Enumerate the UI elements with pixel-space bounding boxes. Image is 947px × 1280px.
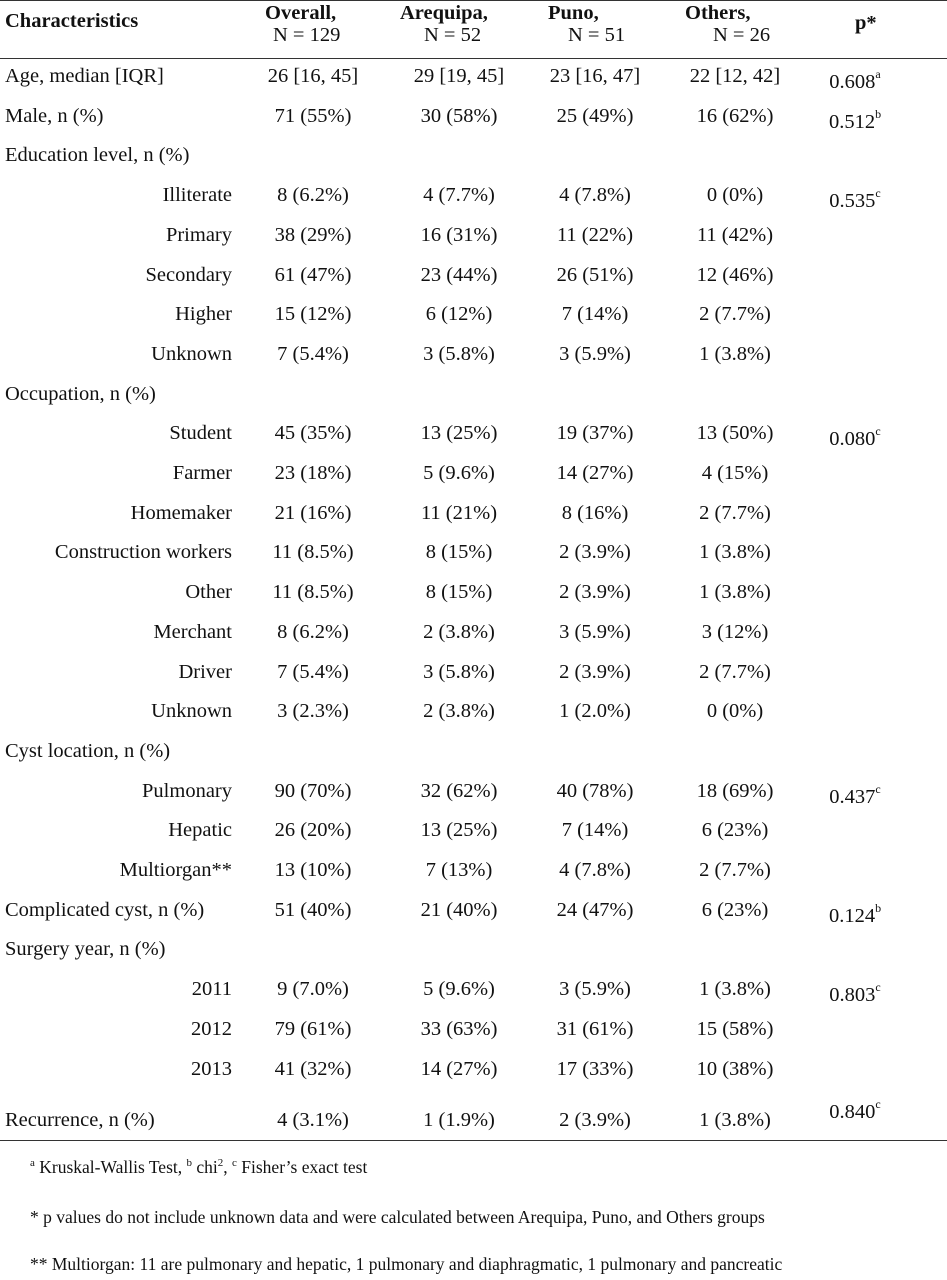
cell-arequipa: 4 (7.7%)	[423, 184, 495, 207]
cell-puno: 8 (16%)	[561, 501, 629, 524]
table-row	[0, 453, 947, 493]
cell-overall: 71 (55%)	[274, 104, 352, 127]
table-row	[0, 175, 947, 215]
header-puno-name: Puno,	[548, 2, 599, 24]
cell-arequipa: 5 (9.6%)	[423, 978, 495, 1001]
cell-overall: 61 (47%)	[274, 263, 352, 286]
footnote-tests: $^a$ Kruskal-Wallis Test, $^b$ chi$^2$, $^c$ Fisher’s exact test	[30, 1157, 368, 1177]
cell-others: 2 (7.7%)	[699, 859, 771, 881]
cell-overall: 79 (61%)	[274, 1017, 352, 1040]
header-others-name: Others,	[685, 2, 751, 24]
header-others-n: N = 26	[713, 24, 771, 46]
table-row	[0, 255, 947, 295]
header-arequipa-n: N = 52	[424, 24, 482, 46]
cell-p-value: 0.080$^c$	[829, 424, 881, 451]
cell-p-value: 0.803$^c$	[829, 980, 881, 1006]
cell-arequipa: 14 (27%)	[420, 1057, 498, 1080]
cell-arequipa: 7 (13%)	[425, 859, 493, 881]
cell-overall: 15 (12%)	[274, 303, 352, 326]
table-row	[0, 532, 947, 572]
cell-puno: 23 [16, 47]	[549, 65, 641, 87]
cell-others: 4 (15%)	[701, 462, 769, 484]
table-row	[0, 413, 947, 453]
cell-p-value: 0.437$^c$	[829, 781, 881, 808]
cell-puno: 1 (2.0%)	[559, 700, 631, 723]
table-row-group	[0, 56, 947, 96]
cell-puno: 2 (3.9%)	[559, 660, 631, 683]
row-label: Unknown	[151, 700, 232, 723]
cell-arequipa: 29 [19, 45]	[413, 65, 505, 87]
cell-p-value: 0.512$^b$	[828, 106, 882, 133]
row-label: Driver	[178, 660, 232, 683]
row-label: Secondary	[145, 263, 232, 286]
table-row	[0, 691, 947, 731]
cell-arequipa: 2 (3.8%)	[423, 700, 495, 723]
cell-others: 2 (7.7%)	[699, 501, 771, 524]
cell-others: 1 (3.8%)	[699, 342, 771, 365]
footnote-p-values: * p values do not include unknown data and were calculated between Arequipa, Puno, and Others groups	[30, 1207, 765, 1227]
row-label: Illiterate	[162, 184, 232, 207]
table-row-group	[0, 890, 947, 930]
table-row	[0, 652, 947, 692]
cell-puno: 17 (33%)	[556, 1057, 634, 1080]
cell-others: 3 (12%)	[701, 620, 769, 643]
row-label: Hepatic	[168, 819, 232, 842]
table-row	[0, 572, 947, 612]
row-label: Complicated cyst, n (%)	[5, 898, 205, 921]
cell-puno: 14 (27%)	[556, 462, 634, 484]
cell-overall: 11 (8.5%)	[272, 581, 354, 604]
row-label: Other	[185, 581, 232, 604]
row-label: Education level, n (%)	[5, 144, 190, 167]
cell-arequipa: 2 (3.8%)	[423, 620, 495, 643]
table-row-group	[0, 374, 947, 414]
table-row	[0, 294, 947, 334]
cell-puno: 31 (61%)	[556, 1017, 634, 1040]
cell-arequipa: 21 (40%)	[420, 898, 498, 921]
cell-others: 1 (3.8%)	[699, 541, 771, 564]
cell-puno: 7 (14%)	[561, 819, 629, 842]
cell-arequipa: 33 (63%)	[420, 1017, 498, 1040]
cell-arequipa: 5 (9.6%)	[423, 462, 495, 484]
cell-arequipa: 1 (1.9%)	[423, 1109, 495, 1131]
footnote-multiorgan: ** Multiorgan: 11 are pulmonary and hepatic, 1 pulmonary and diaphragmatic, 1 pulmonary and pancreatic	[30, 1254, 783, 1274]
cell-others: 1 (3.8%)	[699, 978, 771, 1001]
cell-others: 2 (7.7%)	[699, 660, 771, 683]
row-label: Higher	[175, 303, 232, 326]
cell-arequipa: 32 (62%)	[420, 779, 498, 802]
cell-others: 1 (3.8%)	[699, 581, 771, 604]
table-row-recurrence-p	[0, 1086, 947, 1126]
row-label: Occupation, n (%)	[5, 382, 156, 405]
header-overall-name: Overall,	[265, 2, 337, 24]
cell-arequipa: 23 (44%)	[420, 263, 498, 286]
cell-arequipa: 16 (31%)	[420, 223, 498, 246]
table-row	[0, 215, 947, 255]
cell-arequipa: 13 (25%)	[420, 422, 498, 445]
table-top-rule	[0, 0, 947, 1]
cell-puno: 4 (7.8%)	[559, 859, 631, 881]
cell-arequipa: 8 (15%)	[425, 581, 493, 604]
row-label: Cyst location, n (%)	[5, 739, 171, 762]
cell-arequipa: 3 (5.8%)	[423, 342, 495, 365]
row-label: 2011	[191, 978, 232, 1001]
row-label: 2013	[191, 1057, 232, 1080]
row-label: Merchant	[153, 620, 232, 643]
cell-overall: 38 (29%)	[274, 223, 352, 246]
cell-others: 12 (46%)	[696, 263, 774, 286]
cell-puno: 11 (22%)	[556, 223, 634, 246]
cell-puno: 40 (78%)	[556, 779, 634, 802]
table-row-group	[0, 929, 947, 969]
cell-arequipa: 13 (25%)	[420, 819, 498, 842]
cell-others: 6 (23%)	[701, 819, 769, 842]
cell-overall: 8 (6.2%)	[277, 184, 349, 207]
cell-others: 18 (69%)	[696, 779, 774, 802]
cell-p-value: 0.535$^c$	[829, 186, 881, 212]
table-row	[0, 1009, 947, 1049]
row-label: Student	[169, 422, 232, 445]
cell-puno: 25 (49%)	[556, 104, 634, 127]
cell-arequipa: 6 (12%)	[425, 303, 493, 326]
cell-puno: 2 (3.9%)	[559, 581, 631, 604]
cell-puno: 3 (5.9%)	[559, 978, 631, 1001]
cell-others: 15 (58%)	[696, 1017, 774, 1040]
cell-others: 6 (23%)	[701, 898, 769, 921]
cell-others: 13 (50%)	[696, 422, 774, 445]
row-label: Farmer	[172, 462, 232, 484]
cell-others: 0 (0%)	[706, 700, 764, 723]
cell-p-value: 0.124$^b$	[828, 900, 882, 927]
cell-puno: 3 (5.9%)	[559, 620, 631, 643]
header-puno-n: N = 51	[568, 24, 626, 46]
table-row-group	[0, 135, 947, 175]
table-row-group	[0, 731, 947, 771]
table-row	[0, 850, 947, 890]
row-label: Surgery year, n (%)	[5, 938, 166, 961]
cell-overall: 4 (3.1%)	[277, 1109, 349, 1131]
cell-overall: 8 (6.2%)	[277, 620, 349, 643]
cell-overall: 26 (20%)	[274, 819, 352, 842]
row-label: Construction workers	[54, 541, 232, 564]
cell-p-value: 0.608$^a$	[829, 67, 881, 93]
cell-overall: 21 (16%)	[274, 501, 352, 524]
cell-others: 11 (42%)	[696, 223, 774, 246]
table-row	[0, 969, 947, 1009]
cell-overall: 26 [16, 45]	[267, 65, 359, 87]
cell-overall: 7 (5.4%)	[277, 660, 349, 683]
cell-puno: 24 (47%)	[556, 898, 634, 921]
cell-puno: 7 (14%)	[561, 303, 629, 326]
table-row	[0, 334, 947, 374]
cell-arequipa: 30 (58%)	[420, 104, 498, 127]
cell-arequipa: 11 (21%)	[420, 501, 498, 524]
cell-overall: 90 (70%)	[274, 779, 352, 802]
row-label: Unknown	[151, 342, 232, 365]
cell-others: 22 [12, 42]	[689, 65, 781, 87]
row-label: Homemaker	[130, 501, 232, 524]
cell-overall: 7 (5.4%)	[277, 342, 349, 365]
row-label: Pulmonary	[142, 779, 232, 802]
cell-arequipa: 8 (15%)	[425, 541, 493, 564]
cell-overall: 13 (10%)	[274, 859, 352, 881]
header-overall-n: N = 129	[273, 24, 341, 46]
cell-puno: 26 (51%)	[556, 263, 634, 286]
cell-overall: 23 (18%)	[274, 462, 352, 484]
header-arequipa-name: Arequipa,	[400, 2, 488, 24]
cell-others: 10 (38%)	[696, 1057, 774, 1080]
cell-overall: 45 (35%)	[274, 422, 352, 445]
cell-others: 0 (0%)	[706, 184, 764, 207]
cell-puno: 2 (3.9%)	[559, 541, 631, 564]
cell-overall: 41 (32%)	[274, 1057, 352, 1080]
row-label: Recurrence, n (%)	[5, 1109, 155, 1131]
cell-others: 16 (62%)	[696, 104, 774, 127]
cell-puno: 19 (37%)	[556, 422, 634, 445]
cell-puno: 2 (3.9%)	[559, 1109, 631, 1131]
cell-puno: 3 (5.9%)	[559, 342, 631, 365]
cell-arequipa: 3 (5.8%)	[423, 660, 495, 683]
cell-others: 1 (3.8%)	[699, 1109, 771, 1131]
table-row	[0, 612, 947, 652]
cell-overall: 3 (2.3%)	[277, 700, 349, 723]
cell-others: 2 (7.7%)	[699, 303, 771, 326]
row-label: 2012	[191, 1017, 232, 1040]
cell-overall: 9 (7.0%)	[277, 978, 349, 1001]
row-label: Male, n (%)	[5, 104, 104, 127]
cell-puno: 4 (7.8%)	[559, 184, 631, 207]
table-row	[0, 771, 947, 811]
table-row	[0, 810, 947, 850]
cell-overall: 51 (40%)	[274, 898, 352, 921]
table-bottom-rule	[0, 1140, 947, 1141]
row-label: Multiorgan**	[119, 859, 232, 881]
table-row	[0, 1049, 947, 1089]
row-label: Primary	[165, 223, 232, 246]
table-row-group	[0, 96, 947, 136]
row-label: Age, median [IQR]	[5, 65, 164, 87]
cell-p-value: 0.840$^c$	[829, 1097, 881, 1123]
cell-overall: 11 (8.5%)	[272, 541, 354, 564]
table-row	[0, 493, 947, 533]
